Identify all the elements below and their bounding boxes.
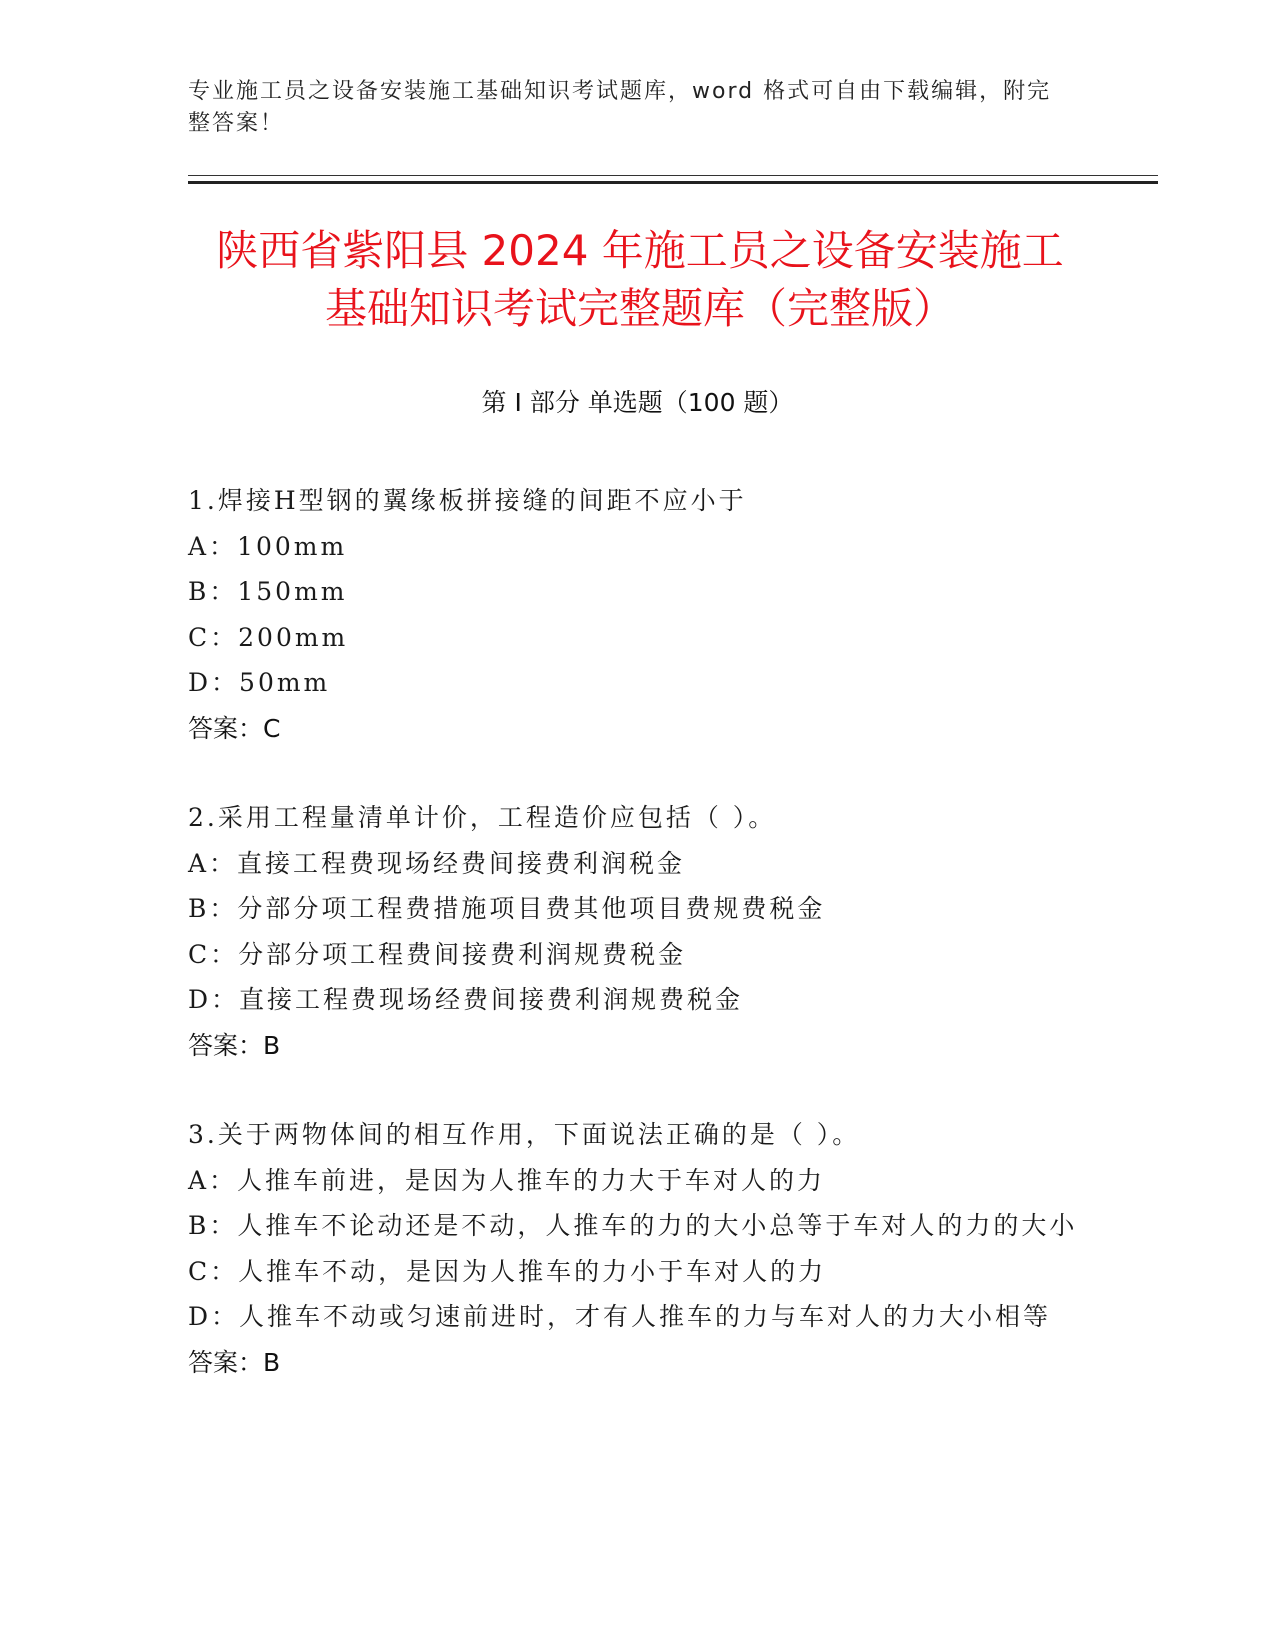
question-stem: 2.采用工程量清单计价，工程造价应包括（ ）。 — [188, 803, 777, 832]
question-2 — [188, 795, 1088, 1068]
option-a: A：人推车前进，是因为人推车的力大于车对人的力 — [188, 1165, 826, 1195]
question-stem: 3.关于两物体间的相互作用，下面说法正确的是（ ）。 — [188, 1120, 861, 1149]
option-a: A：直接工程费现场经费间接费利润税金 — [188, 848, 686, 878]
answer: 答案：B — [188, 1347, 281, 1377]
option-b: B：人推车不论动还是不动，人推车的力的大小总等于车对人的力的大小 — [188, 1211, 1078, 1240]
question-list — [188, 478, 1088, 1429]
answer: 答案：B — [188, 1030, 281, 1060]
option-d: D：50mm — [188, 668, 331, 697]
header-rule-thick — [188, 181, 1158, 184]
header-rule-thin — [188, 175, 1158, 176]
option-b: B：分部分项工程费措施项目费其他项目费规费税金 — [188, 894, 826, 923]
option-d: D：直接工程费现场经费间接费利润规费税金 — [188, 985, 744, 1014]
option-a: A：100mm — [188, 531, 348, 561]
answer: 答案：C — [188, 713, 281, 743]
question-1 — [188, 478, 1088, 751]
option-c: C：人推车不动，是因为人推车的力小于车对人的力 — [188, 1256, 827, 1286]
header-note: 专业施工员之设备安装施工基础知识考试题库，word 格式可自由下载编辑，附完整答案！ — [188, 79, 1052, 136]
option-b: B：150mm — [188, 577, 348, 606]
document-title — [160, 222, 1120, 338]
option-d: D：人推车不动或匀速前进时，才有人推车的力与车对人的力大小相等 — [188, 1302, 1052, 1331]
title-line-2: 基础知识考试完整题库（完整版） — [324, 284, 955, 333]
option-c: C：200mm — [188, 622, 349, 652]
question-stem: 1.焊接H型钢的翼缘板拼接缝的间距不应小于 — [188, 486, 747, 515]
question-3 — [188, 1112, 1088, 1385]
section-heading: 第 I 部分 单选题（100 题） — [481, 388, 794, 417]
option-c: C：分部分项工程费间接费利润规费税金 — [188, 939, 687, 969]
title-line-1: 陕西省紫阳县 2024 年施工员之设备安装施工 — [216, 226, 1064, 275]
